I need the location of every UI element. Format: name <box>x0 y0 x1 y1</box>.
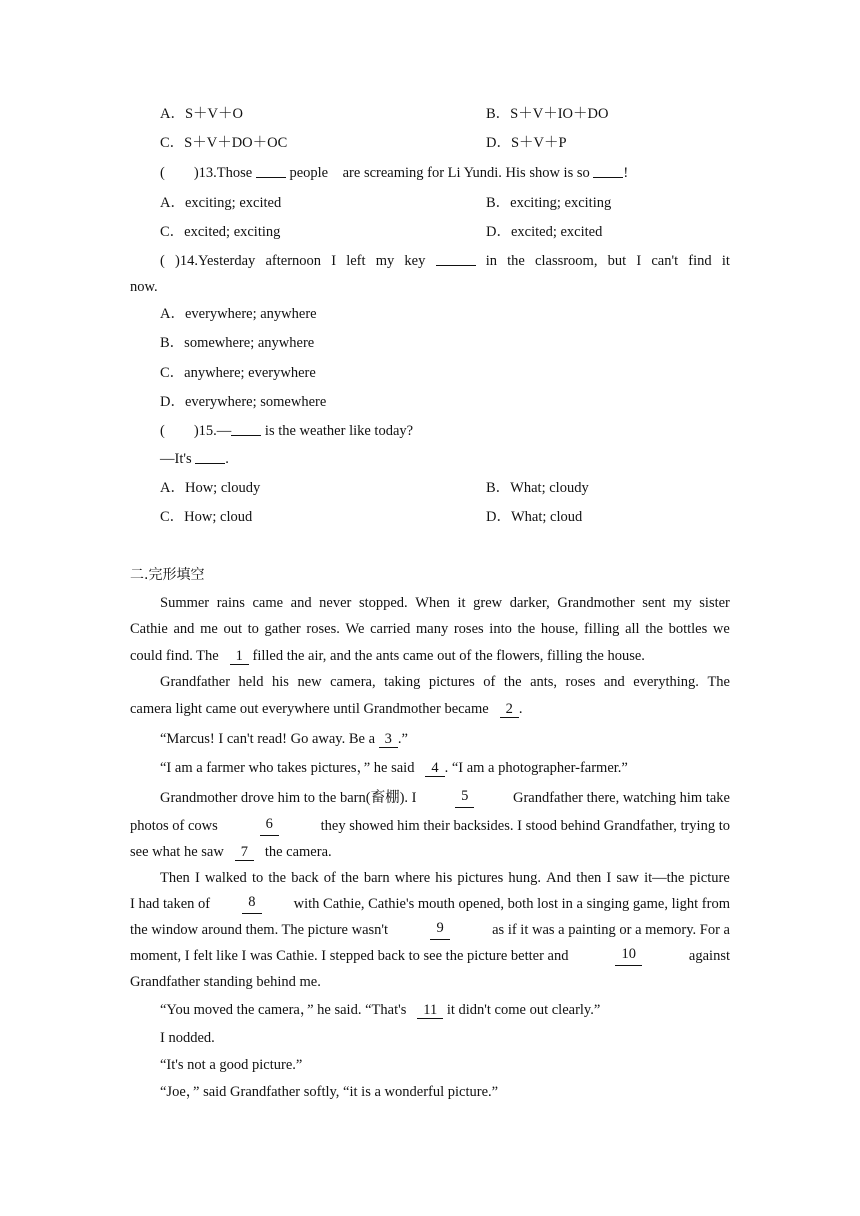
q12-option-c: C．S＋V＋DO＋OC <box>160 135 288 151</box>
question-14-continued: now. <box>130 279 158 295</box>
passage-p10: “Joe，” said Grandfather softly, “it is a wonderful picture.” <box>160 1084 499 1100</box>
passage-p1-line2: Cathie and me out to gather roses. We carried many roses into the house, filling all the bottles we <box>130 621 730 637</box>
q14-option-d: D．everywhere; somewhere <box>160 394 327 410</box>
passage-p9: “It's not a good picture.” <box>160 1057 303 1073</box>
q13-option-c: C．excited; exciting <box>160 224 281 240</box>
question-15: ( )15.— is the weather like today? <box>160 423 414 439</box>
q14-option-b: B．somewhere; anywhere <box>160 335 315 351</box>
cloze-blank-8: 8 <box>242 894 261 914</box>
cloze-blank-4: 4 <box>425 760 444 777</box>
q13-option-d: D．excited; excited <box>486 224 603 240</box>
passage-p3: “Marcus! I can't read! Go away. Be a 3 .” <box>160 731 408 747</box>
question-15-reply: —It's . <box>160 451 229 467</box>
q15-option-b: B．What; cloudy <box>486 480 589 496</box>
q14-option-a: A．everywhere; anywhere <box>160 306 317 322</box>
q12-option-d: D．S＋V＋P <box>486 135 567 151</box>
passage-p4: “I am a farmer who takes pictures，” he said 4 . “I am a photographer-farmer.” <box>160 760 628 776</box>
section-title: 二.完形填空 <box>130 567 205 583</box>
cloze-blank-2: 2 <box>500 701 519 718</box>
answer-blank <box>436 251 476 266</box>
passage-p5-line1: Grandmother drove him to the barn(畜棚). I 5 Grandfather there, watching him take <box>160 788 730 806</box>
q12-option-b: B．S＋V＋IO＋DO <box>486 106 609 122</box>
question-14: ( )14.Yesterday afternoon I left my key in the classroom, but I can't find it <box>160 253 730 269</box>
passage-p6-line5: Grandfather standing behind me. <box>130 974 321 990</box>
question-13: ( )13.Those people are screaming for Li Yundi. His show is so ! <box>160 165 629 181</box>
passage-p1-line3: could find. The 1 filled the air, and the ants came out of the flowers, filling the house. <box>130 648 645 664</box>
passage-p6-line1: Then I walked to the back of the barn where his pictures hung. And then I saw it—the picture <box>160 870 730 886</box>
q13-option-b: B．exciting; exciting <box>486 195 612 211</box>
passage-p2-line1: Grandfather held his new camera, taking pictures of the ants, roses and everything. The <box>160 674 730 690</box>
answer-blank <box>593 163 623 178</box>
cloze-blank-11: 11 <box>417 1002 443 1019</box>
passage-p7: “You moved the camera，” he said. “That's 11 it didn't come out clearly.” <box>160 1002 601 1018</box>
cloze-blank-3: 3 <box>379 731 398 748</box>
cloze-blank-6: 6 <box>260 816 279 836</box>
q15-option-c: C．How; cloud <box>160 509 253 525</box>
answer-blank <box>256 163 286 178</box>
passage-p6-line2: I had taken of 8 with Cathie, Cathie's mouth opened, both lost in a singing game, light from <box>130 894 730 912</box>
cloze-blank-5: 5 <box>455 788 474 808</box>
q15-option-d: D．What; cloud <box>486 509 583 525</box>
passage-p2-line2: camera light came out everywhere until Grandmother became 2 . <box>130 701 523 717</box>
q13-option-a: A．exciting; excited <box>160 195 282 211</box>
answer-blank <box>195 449 225 464</box>
cloze-blank-1: 1 <box>230 648 249 665</box>
passage-p5-line3: see what he saw 7 the camera. <box>130 844 332 860</box>
passage-p6-line3: the window around them. The picture wasn't 9 as if it was a painting or a memory. For a <box>130 920 730 938</box>
q14-option-c: C．anywhere; everywhere <box>160 365 316 381</box>
q12-option-a: A．S＋V＋O <box>160 106 243 122</box>
cloze-blank-9: 9 <box>430 920 449 940</box>
passage-p1-line1: Summer rains came and never stopped. When it grew darker, Grandmother sent my sister <box>160 595 730 611</box>
passage-p6-line4: moment, I felt like I was Cathie. I stepped back to see the picture better and 10 against <box>130 946 730 964</box>
answer-blank <box>231 421 261 436</box>
cloze-blank-10: 10 <box>615 946 642 966</box>
cloze-blank-7: 7 <box>235 844 254 861</box>
q15-option-a: A．How; cloudy <box>160 480 261 496</box>
passage-p8: I nodded. <box>160 1030 215 1046</box>
passage-p5-line2: photos of cows 6 they showed him their backsides. I stood behind Grandfather, trying to <box>130 816 730 834</box>
